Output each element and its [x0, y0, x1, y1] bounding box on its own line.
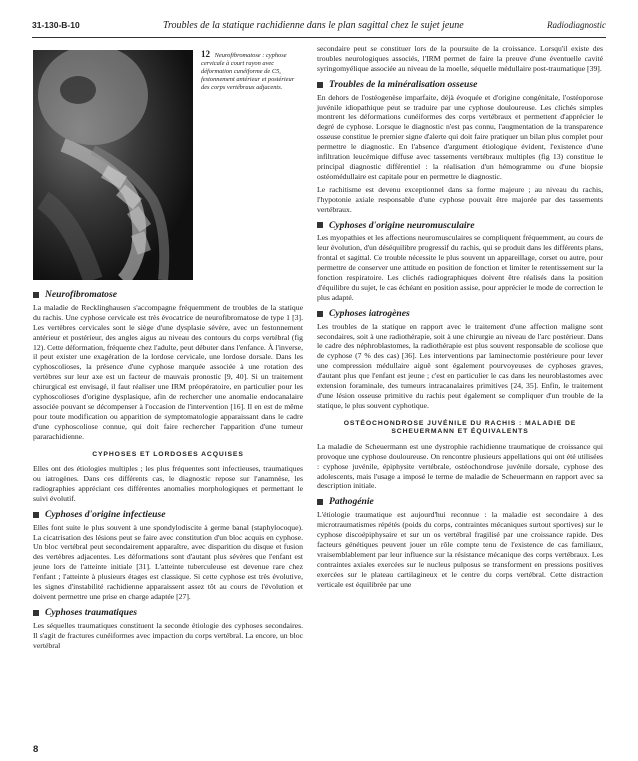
heading-acquises: CYPHOSES ET LORDOSES ACQUISES: [92, 450, 244, 458]
heading-iatrogenes: Cyphoses iatrogènes: [317, 309, 603, 319]
heading-mineralisation: Troubles de la minéralisation osseuse: [317, 80, 603, 90]
paragraph-traumatiques: Les séquelles traumatiques constituent la seconde étiologie des cyphoses secondaires. Il s'agit de fractures cunéiformes avec impaction du corps vertébral. La encore, un bloc vertébral: [33, 620, 303, 650]
section-name: Radiodiagnostic: [547, 20, 606, 30]
bullet-square-icon: [33, 610, 39, 616]
bullet-square-icon: [33, 512, 39, 518]
paragraph-pathogenie: L'étiologie traumatique est aujourd'hui reconnue : la maladie est secondaire à des microtraumatismes répétés (poids du corps, contraintes mécaniques surtout sportives) sur le cyphose discoépiphysaire et sur un os vertébral fragilisé par une croissance rapide. Des facteurs génétiques peuvent jouer un rôle compte tenu de l'existence de cas familiaux, vraisemblablement par leur influence sur la résistance mécanique des corps vertébraux. Les contraintes axiales exercées sur le nucleus pulposus se transforment en pressions positives exercées sur le plateau cartilagineux et le centre du corps vertébral. Cette distraction verticale est équilibrée par une: [317, 510, 603, 589]
figure-caption: [193, 50, 303, 280]
paragraph-scheuermann: La maladie de Scheuermann est une dystrophie rachidienne traumatique de croissance qui provoque une cyphose douloureuse. On rencontre plusieurs appellations qui ont été utilisées : cyphose juvénile, épiphysite vertébrale, ostéochondrose juvénile dorsale, cyphose des adolescents, mais l'usage a imposé le terme de maladie de Scheuermann en rapport avec sa description initiale.: [317, 441, 603, 491]
figure-caption-text: Neurofibromatose : cyphose cervicale à court rayon avec déformation cunéiforme de C5, festonnement antérieur et postérieur des corps vertébraux adjacents.: [201, 52, 295, 91]
heading-scheuermann: OSTÉOCHONDROSE JUVÉNILE DU RACHIS : MALADIE DE SCHEUERMANN ET ÉQUIVALENTS: [343, 419, 577, 436]
page-number: 8: [33, 744, 39, 755]
paragraph-infectieuse: Elles font suite le plus souvent à une spondylodiscite à germe banal (staphylocoque). La cicatrisation des lésions peut se faire avec constitution d'un bloc acquis en cyphose. Un bloc vertébral peut secondairement apparaître, avec disparition du disque et fusion des vertèbres adjacentes. Les déformations sont d'autant plus sévères que l'enfant est jeune lors de l'atteinte initiale [31]. L'atteinte tuberculeuse est devenue rare chez l'enfant ; l'atteinte à plusieurs étages est classique. Si cette cyphose est très évolutive, les signes d'instabilité rachidienne apparaissent assez tôt au cours de l'évolution et doivent permettre une prise en charge adaptée [27].: [33, 522, 303, 601]
paragraph-iatrogenes: Les troubles de la statique en rapport avec le traitement d'une affection maligne sont secondaires, soit à une radiothérapie, soit à une chirurgie au niveau de l'arc postérieur. Dans le cadre des néphroblastomes, la radiothérapie est plus souvent responsable de scoliose que de cyphose (7 % des cas) [36]. Les interventions par laminectomie postérieure pour lever une compression médullaire aiguë sont également pourvoyeuses de cyphoses graves, d'autant plus que l'enfant est jeune ; c'est en particulier le cas dans les neuroblastomes avec extension foraminale, des tumeurs intracanalaires primitives [24, 35]. Enfin, le traitement d'une lésion osseuse primitive du rachis peut également se compliquer d'un trouble de la statique, le plus souvent cyphotique.: [317, 321, 603, 410]
bullet-square-icon: [33, 292, 39, 298]
figure-number: 12: [201, 49, 210, 59]
right-column: [317, 44, 603, 593]
running-title: Troubles de la statique rachidienne dans le plan sagittal chez le sujet jeune: [163, 20, 464, 31]
paragraph-mineralisation-2: Le rachitisme est devenu exceptionnel dans sa forme majeure ; au niveau du rachis, l'hypotonie axiale responsable d'une cyphose pouvait être majorée par des tassements vertébraux.: [317, 184, 603, 214]
bullet-square-icon: [317, 82, 323, 88]
heading-neuromusculaire: Cyphoses d'origine neuromusculaire: [317, 221, 603, 231]
bullet-square-icon: [317, 499, 323, 505]
heading-pathogenie: Pathogénie: [317, 497, 603, 507]
heading-traumatiques: Cyphoses traumatiques: [33, 608, 303, 618]
running-header: [32, 20, 606, 34]
paragraph-neurofibromatose: La maladie de Recklinghausen s'accompagne fréquemment de troubles de la statique du rachis. Une cyphose cervicale est très évocatrice de neurofibromatose de type 1 [3]. Les vertèbres cervicales sont le siège d'une dysplasie sévère, avec un festonnement antérieur et postérieur, des angles aigus au niveau des contours du corps vertébral (fig 12). Cette déformation, fréquente chez l'adulte, peut débuter dans l'enfance. À l'inverse, il peut exister une exagération de la lordose cervicale, une lordose dorsale. Dans les cyphoscolioses, la présence d'une cyphose marquée associée à une rotation des vertèbres sur leur axe est un facteur de mauvais pronostic [9, 40]. Si un traitement chirurgical est envisagé, il faut réaliser une IRM préopératoire, en particulier pour les cyphoscolioses d'origine dysplasique, afin de rechercher une anomalie endocanalaire associée pouvant se décompenser à l'occasion de l'intervention [16]. Il en est de même pour toute modification ou apparition de symptomatologie apparaissant dans le cadre d'une cyphoscoliose connue, qui doit faire rechercher l'apparition d'une tumeur pararachidienne.: [33, 302, 303, 441]
bullet-square-icon: [317, 222, 323, 228]
paragraph-neuromusculaire: Les myopathies et les affections neuromusculaires se compliquent fréquemment, au cours de leur évolution, d'un déséquilibre progressif du rachis, qui se produit dans les différents plans, frontal et sagittal. Ce trouble nécessite le plus souvent un appareillage, corset ou autre, pour permettre de conserver une attitude en position de fonction et limiter le retentissement sur la fonction respiratoire. Les clichés radiographiques doivent être réalisés dans la position d'équilibre du sujet, le cas échéant en position assise, pour apprécier le mode de correction le plus adapté.: [317, 233, 603, 302]
figure-12: [33, 50, 303, 280]
left-column: [33, 50, 303, 654]
heading-neurofibromatose: Neurofibromatose: [33, 290, 303, 300]
heading-infectieuse: Cyphoses d'origine infectieuse: [33, 510, 303, 520]
paragraph-acquises: Elles ont des étiologies multiples ; les plus fréquentes sont infectieuses, traumatiques ou iatrogènes. Dans ces différents cas, le diagnostic repose sur l'anamnèse, les radiographies appréciant ces différentes anomalies morphologiques et permettant le suivi évolutif.: [33, 464, 303, 503]
paragraph-continued: secondaire peut se constituer lors de la poursuite de la croissance. Lorsqu'il existe des troubles neurologiques associés, l'IRM permet de faire la preuve d'une éventuelle cavité syringomyélique associée au niveau de la moelle, séquelle médullaire post-traumatique [39].: [317, 44, 603, 73]
paragraph-mineralisation-1: En dehors de l'ostéogenèse imparfaite, déjà évoquée et d'origine congénitale, l'ostéoporose juvénile idiopathique peut se traduire par une cyphose douloureuse. Les clichés simples montrent les déformations cunéiformes des corps vertébraux et permettent d'apprécier le degré de cyphose. Lorsque le diagnostic n'est pas connu, l'augmentation de la transparence osseuse constitue le premier signe d'alerte qui doit faire pratiquer un bilan plus complet pour permettre le diagnostic. En l'absence d'argument étiologique évident, l'existence d'une infiltration leucémique diffuse avec tassements vertébraux multiples (fig 13) constitue le principal diagnostic différentiel : la réalisation d'un hémogramme ou d'une biopsie ostéomédullaire est capitale pour en permettre le diagnostic.: [317, 92, 603, 181]
bullet-square-icon: [317, 311, 323, 317]
article-code: 31-130-B-10: [32, 20, 80, 30]
header-rule: [32, 37, 606, 38]
xray-image: [33, 50, 193, 280]
